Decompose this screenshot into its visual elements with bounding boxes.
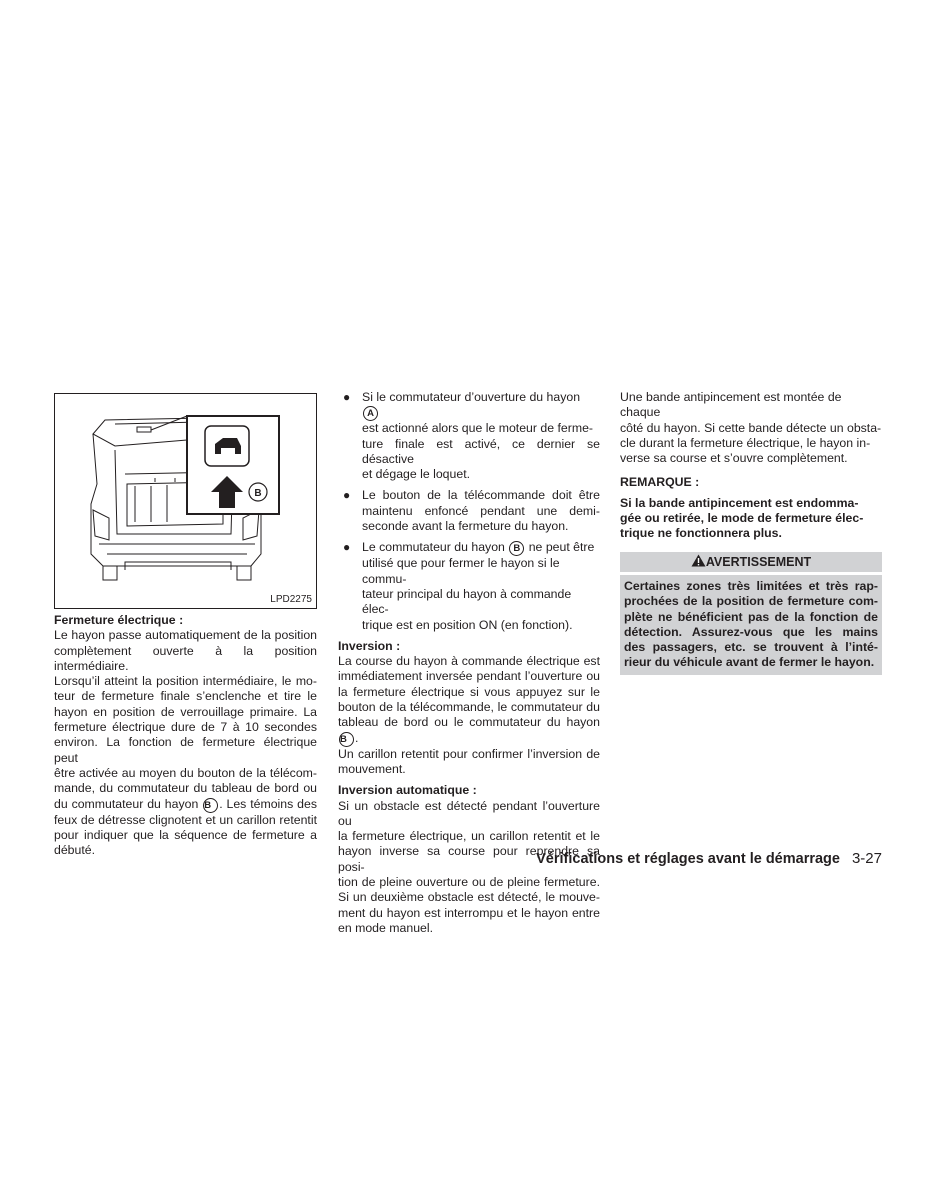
text-line: trique est en position ON (en fonction). <box>362 617 573 632</box>
auto-inversion-paragraph <box>338 799 600 937</box>
text-line <box>362 390 600 421</box>
text-fragment: . <box>355 730 359 745</box>
warning-title: AVERTISSEMENT <box>705 554 812 569</box>
bullet-dot-icon: ● <box>343 540 351 555</box>
text-line: feux de détresse clignotent et un carillon retentit <box>54 812 317 827</box>
text-line: des passagers, etc. se trouvent à l’inté- <box>624 640 878 655</box>
text-line: bouton de la télécommande, le commutateur du <box>338 700 600 715</box>
text-line: Si la bande antipincement est endomma- <box>620 495 859 510</box>
text-line: environ. La fonction de fermeture électrique peut <box>54 735 317 765</box>
text-line: Lorsqu’il atteint la position intermédiaire, le mo- <box>54 674 317 689</box>
text-line: en mode manuel. <box>338 920 434 935</box>
rear-vehicle-drawing <box>55 394 316 608</box>
text-fragment: Le commutateur du hayon <box>362 540 505 555</box>
text-line <box>338 715 600 746</box>
text-line: détection. Assurez-vous que les mains <box>624 624 878 639</box>
text-line: côté du hayon. Si cette bande détecte un obsta- <box>620 420 882 435</box>
text-line: tion de pleine ouverture ou de pleine fermeture. <box>338 875 600 890</box>
text-line: plète ne bénéficient pas de la fonction de <box>624 609 878 624</box>
remark-paragraph <box>620 496 882 542</box>
text-line: et dégage le loquet. <box>362 467 471 482</box>
text-fragment: Si le commutateur d’ouverture du hayon <box>362 390 581 404</box>
text-line: la fermeture électrique si vous appuyez sur le <box>338 684 600 699</box>
text-fragment: tableau de bord ou le commutateur du hayon <box>338 715 600 730</box>
text-line: Une bande antipincement est montée de chaque <box>620 390 842 420</box>
text-line: teur de fermeture finale s’enclenche et tire le <box>54 689 317 704</box>
text-line: être activée au moyen du bouton de la télécom- <box>54 765 317 780</box>
text-fragment: du commutateur du hayon <box>54 796 199 811</box>
text-line: Le hayon passe automatiquement de la position <box>54 628 317 643</box>
bullet-item <box>338 540 600 632</box>
warning-header <box>620 552 882 572</box>
text-line: pour indiquer que la séquence de fermeture a <box>54 827 317 842</box>
text-line: maintenu enfoncé pendant une demi- <box>362 503 600 518</box>
text-line: gée ou retirée, le mode de fermeture élec- <box>620 511 864 526</box>
text-line: est actionné alors que le moteur de ferme- <box>362 421 594 436</box>
bullet-item <box>338 488 600 534</box>
power-close-paragraph <box>54 628 317 858</box>
text-line: La course du hayon à commande électrique est <box>338 654 600 669</box>
page-footer <box>536 850 882 867</box>
callout-b-marker: B <box>509 541 524 556</box>
section-heading-auto-inversion: Inversion automatique : <box>338 783 477 798</box>
text-line: complètement ouverte à la position intermédiaire. <box>54 643 317 673</box>
remark-heading: REMARQUE : <box>620 475 700 490</box>
text-line <box>362 540 600 556</box>
tailgate-illustration <box>54 393 317 609</box>
text-line: Le bouton de la télécommande doit être <box>362 488 600 503</box>
text-fragment: ne peut être <box>528 540 595 555</box>
column-3 <box>620 390 882 675</box>
callout-b-marker: B <box>339 732 354 747</box>
text-fragment: . Les témoins des <box>219 796 317 811</box>
bullet-dot-icon: ● <box>343 390 351 404</box>
page-number: 3-27 <box>851 850 882 867</box>
text-line: Si un obstacle est détecté pendant l’ouverture ou <box>338 798 600 828</box>
warning-body <box>620 575 882 675</box>
text-line: utilisé que pour fermer le hayon si le commu- <box>362 556 560 586</box>
section-heading-inversion: Inversion : <box>338 638 401 653</box>
text-line <box>54 797 317 813</box>
column-1 <box>54 613 317 858</box>
figure-code: LPD2275 <box>270 594 312 605</box>
callout-a-marker: A <box>363 406 378 421</box>
text-line: immédiatement inversée pendant l’ouverture ou <box>338 669 600 684</box>
pinch-strip-paragraph <box>620 390 882 466</box>
text-line: seconde avant la fermeture du hayon. <box>362 519 569 534</box>
section-heading-power-close: Fermeture électrique : <box>54 613 184 627</box>
text-line: tateur principal du hayon à commande élec- <box>362 586 572 617</box>
text-line: hayon en position de verrouillage primaire. La <box>54 704 317 719</box>
text-line: mouvement. <box>338 761 406 776</box>
bullet-dot-icon: ● <box>343 488 351 503</box>
text-line: la fermeture électrique, un carillon retentit et le <box>338 829 600 844</box>
section-title: Vérifications et réglages avant le démarrage <box>536 851 840 867</box>
callout-b-marker: B <box>203 798 218 813</box>
text-line: ture finale est activé, ce dernier se désactive <box>362 436 600 466</box>
text-line: trique ne fonctionnera plus. <box>620 526 782 541</box>
inversion-paragraph <box>338 654 600 777</box>
text-line: verse sa course et s’ouvre complètement. <box>620 451 848 466</box>
warning-triangle-icon <box>691 554 706 567</box>
text-line: fermeture électrique dure de 7 à 10 secondes <box>54 720 317 735</box>
text-line: rieur du véhicule avant de fermer le hayon. <box>624 655 875 670</box>
text-line: Si un deuxième obstacle est détecté, le mouve- <box>338 890 600 905</box>
callout-b-label: B <box>254 488 262 499</box>
text-line: mande, du commutateur du tableau de bord ou <box>54 781 317 796</box>
text-line: prochées de la position de fermeture com- <box>624 594 878 609</box>
bullet-item <box>338 390 600 482</box>
text-line: Un carillon retentit pour confirmer l’inversion de <box>338 746 600 761</box>
text-line: cle durant la fermeture électrique, le hayon in- <box>620 435 871 450</box>
text-line: hayon inverse sa course pour reprendre sa posi- <box>338 844 600 874</box>
text-line: ment du hayon est interrompu et le hayon entre <box>338 905 600 920</box>
text-line: Certaines zones très limitées et très rap- <box>624 578 878 593</box>
text-line: débuté. <box>54 843 96 858</box>
